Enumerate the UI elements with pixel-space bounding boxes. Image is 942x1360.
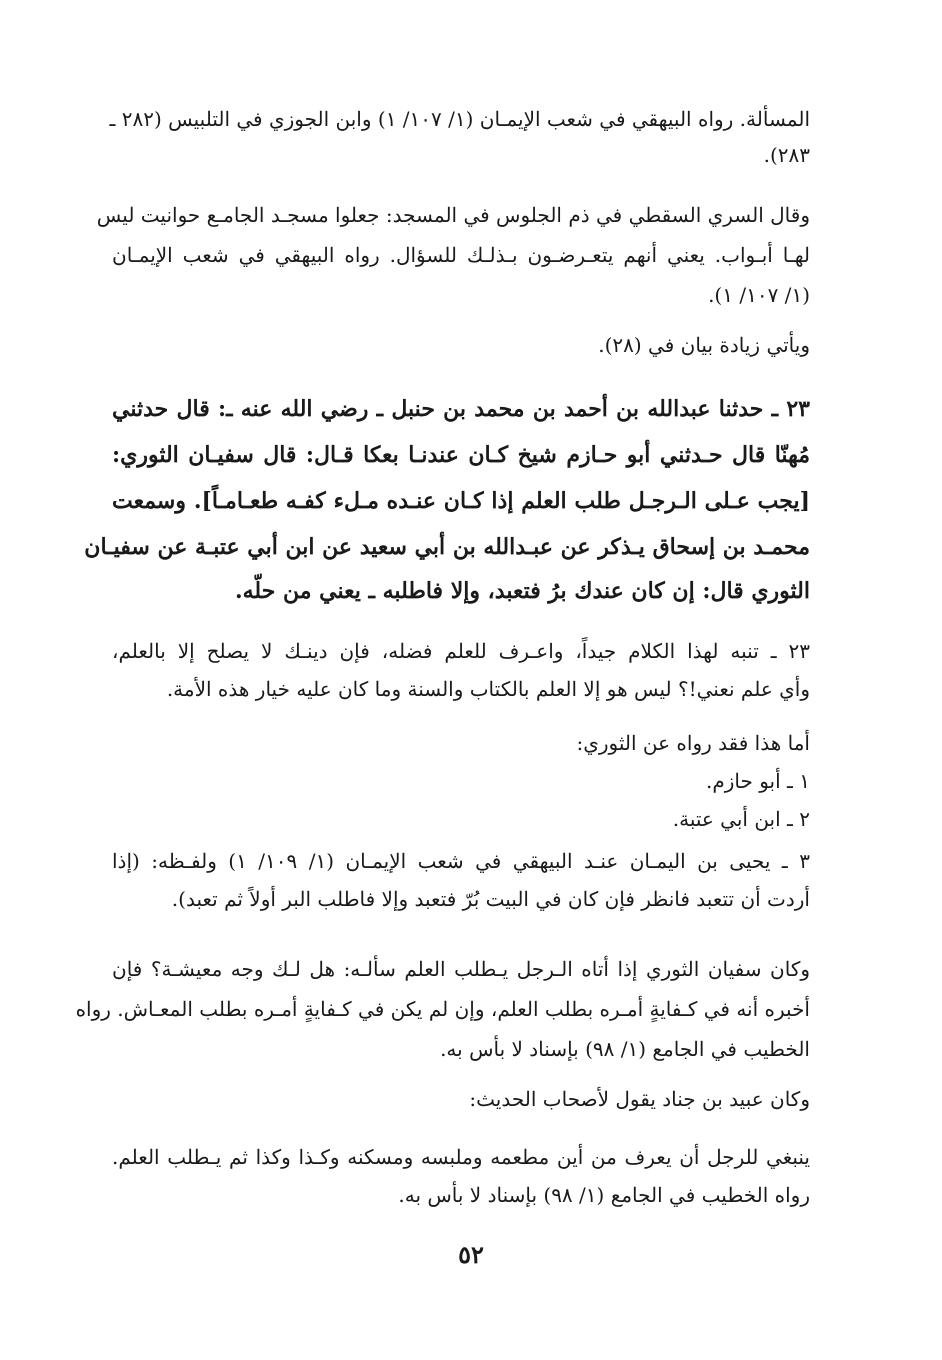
hadith-line-4: محمـد بن إسحاق يـذكر عن عبـدالله بن أبي سعيد عن ابن أبي عتبـة عن سفيـان (84, 534, 810, 560)
list-item-2: ٢ ـ ابن أبي عتبة. (672, 807, 810, 831)
hadith-line-5: الثوري قال: إن كان عندك برُ فتعبد، وإلا فاطلبه ـ يعني من حلّه. (234, 578, 810, 604)
text-line-2: ٢٨٣). (763, 143, 810, 167)
text-line-11: ينبغي للرجل أن يعرف من أين مطعمه وملبسه ومسكنه وكـذا وكذا ثم يـطلب العلم. (112, 1145, 810, 1169)
text-line-9: الخطيب في الجامع (١/ ٩٨) بإسناد لا بأس به. (440, 1037, 810, 1061)
hadith-line-1: ٢٣ ـ حدثنا عبدالله بن أحمد بن محمد بن حنبل ـ رضي الله عنه ـ: قال حدثني (112, 396, 810, 422)
commentary-line-2: وأي علم نعني!؟ ليس هو إلا العلم بالكتاب والسنة وما كان عليه خيار هذه الأمة. (166, 677, 810, 701)
text-line-12: رواه الخطيب في الجامع (١/ ٩٨) بإسناد لا بأس به. (398, 1183, 810, 1207)
text-line-7: وكان سفيان الثوري إذا أتاه الـرجل يـطلب العلم سألـه: هل لـك وجه معيشـة؟ فإن (112, 957, 810, 981)
list-item-3-continued: أردت أن تتعبد فانظر فإن كان في البيت بُرّ فتعبد وإلا فاطلب البر أولاً ثم تعبد). (171, 887, 810, 911)
commentary-line-3: أما هذا فقد رواه عن الثوري: (576, 731, 810, 755)
list-item-1: ١ ـ أبو حازم. (706, 769, 810, 793)
text-line-1: المسألة. رواه البيهقي في شعب الإيمـان (١/ ١٠٧/ ١) وابن الجوزي في التلبيس (٢٨٢ ـ (109, 107, 810, 131)
text-line-10: وكان عبيد بن جناد يقول لأصحاب الحديث: (469, 1087, 810, 1111)
list-item-3: ٣ ـ يحيى بن اليمـان عنـد البيهقي في شعب الإيمـان (١/ ١٠٩/ ١) ولفـظه: (إذا (112, 849, 810, 873)
hadith-line-3: [يجب عـلى الـرجـل طلب العلم إذا كـان عنـده مـلء كفـه طعـامـاً]. وسمعت (112, 488, 810, 514)
text-line-8: أخبره أنه في كـفايةٍ أمـره بطلب العلم، وإن لم يكن في كـفايةٍ أمـره بطلب المعـاش. رواه (75, 997, 810, 1021)
text-line-5: (١/ ١٠٧/ ١). (708, 283, 810, 307)
text-line-6: ويأتي زيادة بيان في (٢٨). (598, 333, 810, 357)
text-line-3: وقال السري السقطي في ذم الجلوس في المسجد: جعلوا مسجـد الجامـع حوانيت ليس (96, 203, 810, 227)
page-number: ٥٢ (458, 1240, 484, 1269)
commentary-line-1: ٢٣ ـ تنبه لهذا الكلام جيداً، واعـرف للعلم فضله، فإن دينـك لا يصلح إلا بالعلم، (112, 639, 810, 663)
text-line-4: لهـا أبـواب. يعني أنهم يتعـرضـون بـذلـك للسؤال. رواه البيهقي في شعب الإيمـان (112, 243, 810, 267)
hadith-line-2: مُهنّا قال حـدثني أبو حـازم شيخ كـان عندنـا بعكا قـال: قال سفيـان الثوري: (112, 442, 810, 468)
